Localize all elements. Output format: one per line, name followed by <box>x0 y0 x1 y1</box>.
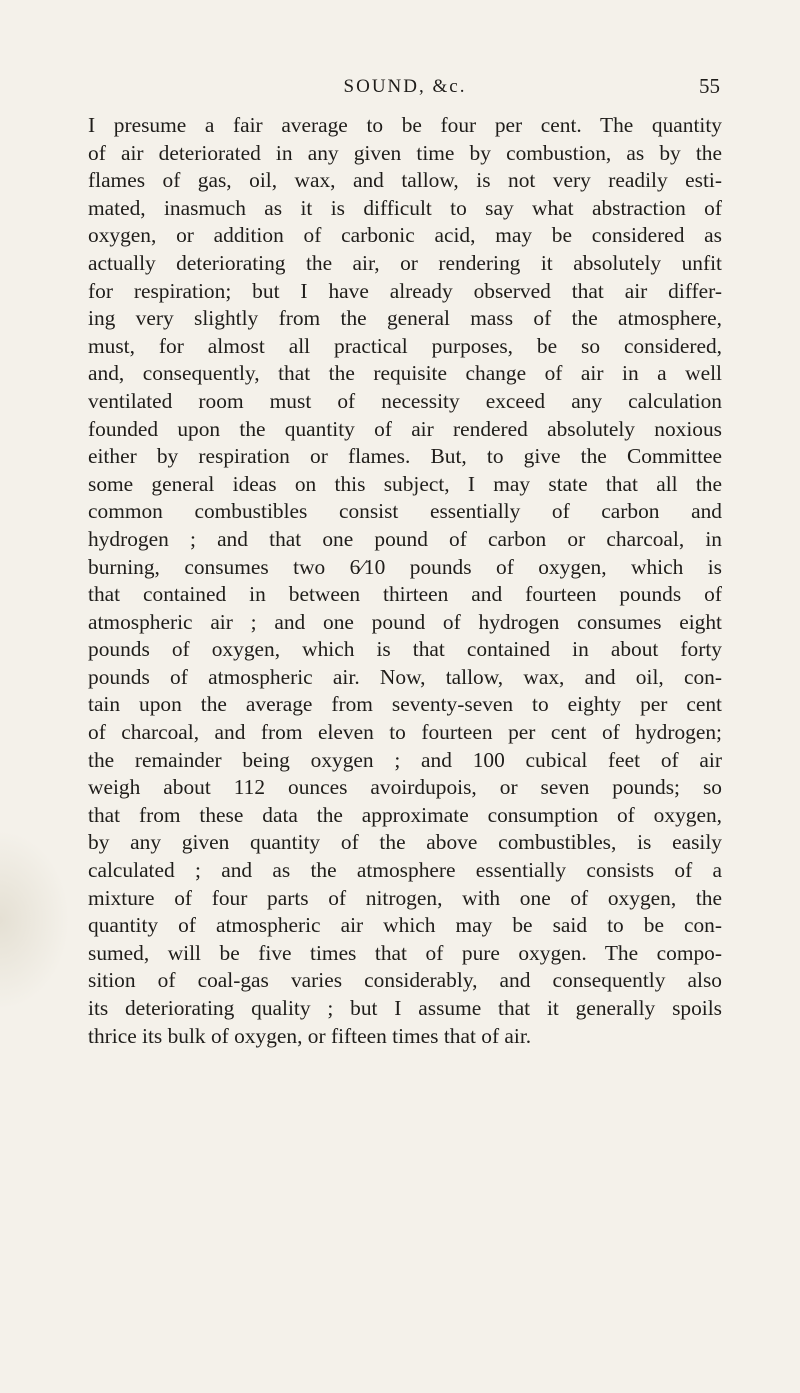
text-line: for respiration; but I have already observed that air differ- <box>88 278 722 303</box>
text-line: pounds of oxygen, which is that contained in about forty <box>88 637 722 662</box>
text-line: pounds of atmospheric air. Now, tallow, wax, and oil, con- <box>88 664 722 689</box>
text-line: sumed, will be five times that of pure oxygen. The compo- <box>88 940 722 965</box>
text-line: its deteriorating quality ; but I assume that it generally spoils <box>88 996 722 1020</box>
text-line: sition of coal-gas varies considerably, and consequently also <box>88 968 722 993</box>
text-line: calculated ; and as the atmosphere essentially consists of a <box>88 858 722 883</box>
paper-stain <box>0 830 70 1010</box>
running-title: SOUND, &c. <box>343 76 467 97</box>
text-line: mated, inasmuch as it is difficult to say what abstraction of <box>88 195 722 220</box>
text-line: that contained in between thirteen and fourteen pounds of <box>88 582 722 607</box>
text-line: hydrogen ; and that one pound of carbon or charcoal, in <box>88 526 722 551</box>
text-line: the remainder being oxygen ; and 100 cubical feet of air <box>88 747 722 772</box>
text-line: founded upon the quantity of air rendered absolutely noxious <box>88 416 722 441</box>
text-line: oxygen, or addition of carbonic acid, may be considered as <box>88 223 722 248</box>
text-line: atmospheric air ; and one pound of hydrogen consumes eight <box>88 609 722 634</box>
text-line: quantity of atmospheric air which may be said to be con- <box>88 913 722 938</box>
text-line: mixture of four parts of nitrogen, with one of oxygen, the <box>88 885 722 910</box>
text-line: must, for almost all practical purposes, be so considered, <box>88 333 722 358</box>
text-line: weigh about 112 ounces avoirdupois, or seven pounds; so <box>88 775 722 800</box>
text-line: some general ideas on this subject, I may state that all the <box>88 471 722 496</box>
text-line: by any given quantity of the above combustibles, is easily <box>88 830 722 855</box>
text-line: common combustibles consist essentially of carbon and <box>88 499 722 524</box>
text-line: I presume a fair average to be four per cent. The quantity <box>88 113 722 137</box>
text-line: thrice its bulk of oxygen, or fifteen times that of air. <box>88 1023 532 1048</box>
text-line: ing very slightly from the general mass of the atmosphere, <box>88 306 722 331</box>
text-line: flames of gas, oil, wax, and tallow, is not very readily esti- <box>88 168 722 193</box>
body-paragraph <box>88 112 722 1050</box>
text-line: of charcoal, and from eleven to fourteen per cent of hydrogen; <box>88 720 722 745</box>
text-line: either by respiration or flames. But, to give the Committee <box>88 444 722 469</box>
text-line: of air deteriorated in any given time by combustion, as by the <box>88 140 722 165</box>
text-line: actually deteriorating the air, or rendering it absolutely unfit <box>88 250 722 275</box>
text-line: ventilated room must of necessity exceed any calculation <box>88 388 722 413</box>
running-head <box>90 74 720 104</box>
text-line: tain upon the average from seventy-seven to eighty per cent <box>88 692 722 717</box>
text-line: and, consequently, that the requisite change of air in a well <box>88 361 722 386</box>
text-line: burning, consumes two 6⁄10 pounds of oxygen, which is <box>88 554 722 579</box>
text-line: that from these data the approximate consumption of oxygen, <box>88 802 722 827</box>
page-number: 55 <box>699 74 720 98</box>
